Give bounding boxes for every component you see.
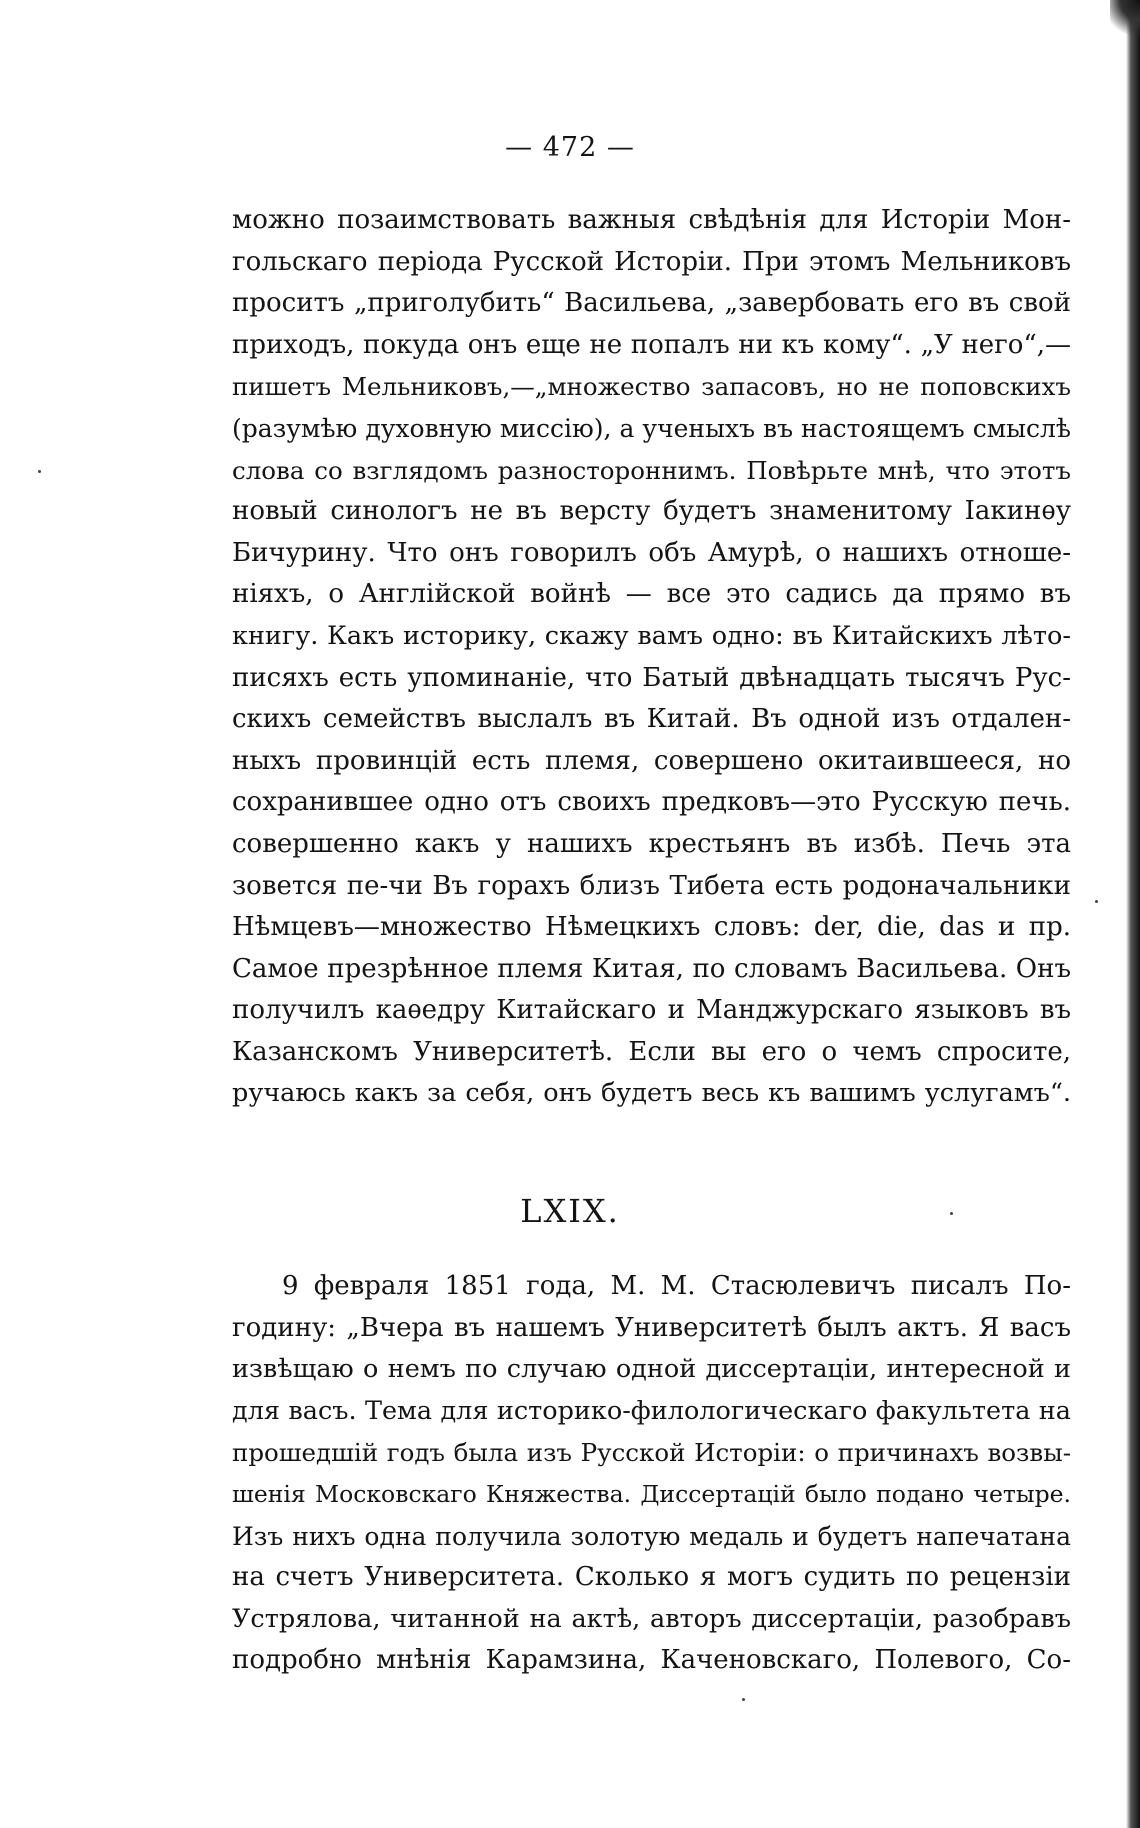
text-line: гольскаго періода Русской Исторіи. При этомъ Мельниковъ [232, 246, 1071, 277]
text-line: прошедшій годъ была изъ Русской Исторіи: о причинахъ возвы- [232, 1438, 1071, 1468]
text-line: извѣщаю о немъ по случаю одной диссертаціи, интересной и [232, 1354, 1071, 1385]
text-line: можно позаимствовать важныя свѣдѣнія для Исторіи Мон- [232, 205, 1071, 235]
text-line: на счетъ Университета. Сколько я могъ судить по рецензіи [232, 1562, 1071, 1593]
text-line: для васъ. Тема для историко-филологическаго факультета на [232, 1395, 1071, 1426]
text-line: (разумѣю духовную миссію), а ученыхъ въ настоящемъ смыслѣ [232, 413, 1071, 443]
text-line: ніяхъ, о Англійской войнѣ — все это садись да прямо въ [232, 579, 1071, 610]
text-line: ручаюсь какъ за себя, онъ будетъ весь къ вашимъ услугамъ“. [232, 1078, 1071, 1109]
text-line: совершенно какъ у нашихъ крестьянъ въ избѣ. Печь эта [232, 828, 1071, 859]
paragraph-2 [232, 1266, 1071, 1682]
text-line: Бичурину. Что онъ говорилъ объ Амурѣ, о нашихъ отноше- [232, 537, 1071, 568]
text-line: слова со взглядомъ разностороннимъ. Повѣрьте мнѣ, что этотъ [232, 455, 1071, 485]
paragraph-1 [232, 200, 1071, 1115]
text-line: писяхъ есть упоминаніе, что Батый двѣнадцать тысячъ Рус- [232, 662, 1071, 693]
text-line: Изъ нихъ одна получила золотую медаль и будетъ напечатана [232, 1521, 1071, 1551]
text-line: проситъ „приголубить“ Васильева, „завербовать его въ свой [232, 288, 1071, 319]
text-line: Казанскомъ Университетѣ. Если вы его о чемъ спросите, [232, 1036, 1071, 1067]
text-line: подробно мнѣнія Карамзина, Каченовскаго, Полевого, Со- [232, 1645, 1071, 1676]
text-line: сохранившее одно отъ своихъ предковъ—это Русскую печь. [232, 787, 1071, 818]
text-line: ныхъ провинцій есть племя, совершено окитаившееся, но [232, 745, 1071, 776]
text-line: книгу. Какъ историку, скажу вамъ одно: въ Китайскихъ лѣто- [232, 620, 1071, 651]
text-line: шенія Московскаго Княжества. Диссертацій было подано четыре. [232, 1479, 1071, 1508]
text-line: 9 февраля 1851 года, М. М. Стасюлевичъ писалъ По- [282, 1271, 1071, 1301]
page-edge-shadow [1126, 0, 1140, 1828]
scan-speck [950, 1212, 953, 1215]
page-number: — 472 — [505, 132, 635, 163]
text-line: скихъ семействъ выслалъ въ Китай. Въ одной изъ отдален- [232, 704, 1071, 735]
text-line: Самое презрѣнное племя Китая, по словамъ Васильева. Онъ [232, 953, 1071, 984]
text-line: новый синологъ не въ версту будетъ знаменитому Іакинѳу [232, 496, 1071, 527]
section-heading: LXIX. [520, 1192, 620, 1230]
text-line: Устрялова, читанной на актѣ, авторъ диссертаціи, разобравъ [232, 1603, 1071, 1634]
text-line: годину: „Вчера въ нашемъ Университетѣ былъ актъ. Я васъ [232, 1312, 1071, 1343]
scan-speck [742, 1698, 745, 1701]
text-line: приходъ, покуда онъ еще не попалъ ни къ кому“. „У него“,— [232, 329, 1071, 360]
text-line: зовется пе-чи Въ горахъ близъ Тибета есть родоначальники [232, 870, 1071, 901]
scan-speck [1095, 900, 1098, 903]
scan-speck [38, 470, 41, 473]
scan-blot [1110, 0, 1140, 40]
text-line: Нѣмцевъ—множество Нѣмецкихъ словъ: der, die, das и пр. [232, 912, 1071, 943]
text-line: пишетъ Мельниковъ,—„множество запасовъ, но не поповскихъ [232, 372, 1071, 402]
text-line: получилъ каѳедру Китайскаго и Манджурскаго языковъ въ [232, 995, 1071, 1026]
